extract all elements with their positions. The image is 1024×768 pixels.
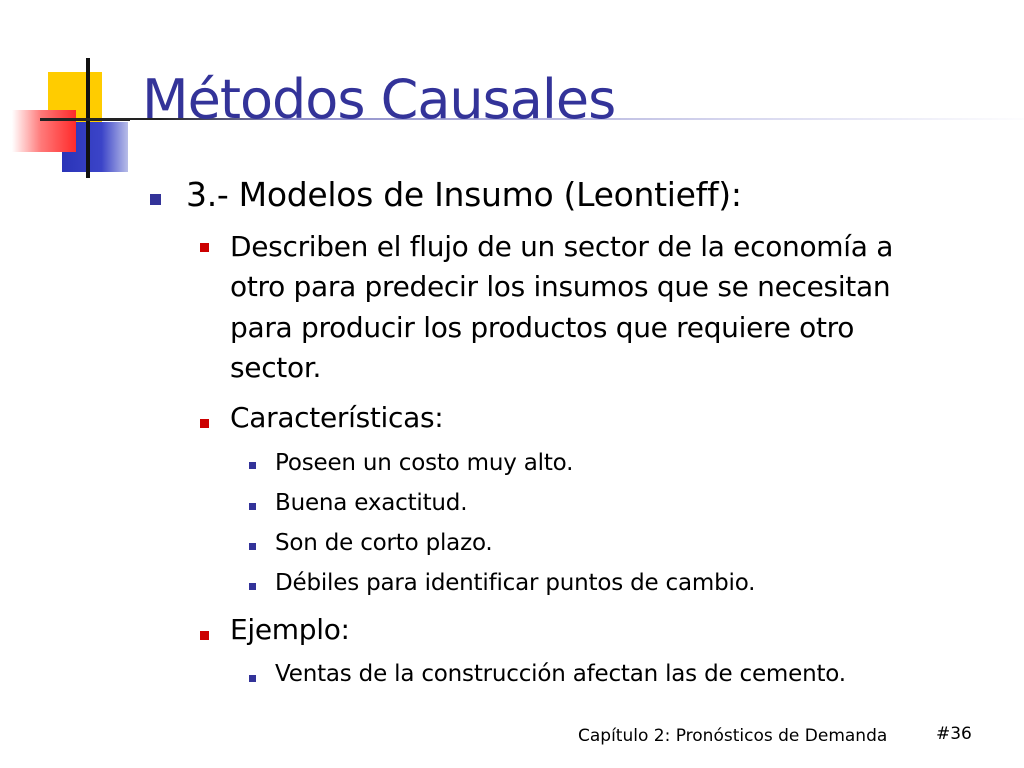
footer-page-number: #36 bbox=[936, 724, 972, 744]
description-line-1: Describen el flujo de un sector de la economía a bbox=[230, 230, 894, 263]
title-underline-dark bbox=[40, 118, 130, 121]
red-square-shape bbox=[12, 110, 76, 152]
description-line-4: sector. bbox=[230, 351, 322, 384]
bullet-level2-icon bbox=[200, 631, 209, 640]
slide-logo-decoration bbox=[0, 0, 150, 180]
example-item: Ventas de la construcción afectan las de cemento. bbox=[275, 661, 846, 687]
characteristic-item: Buena exactitud. bbox=[275, 490, 468, 516]
bullet-level3-icon bbox=[249, 503, 256, 510]
example-label: Ejemplo: bbox=[230, 613, 350, 646]
bullet-level3-icon bbox=[249, 462, 256, 469]
bullet-level3-icon bbox=[249, 543, 256, 550]
footer-chapter: Capítulo 2: Pronósticos de Demanda bbox=[578, 726, 888, 746]
characteristic-item: Débiles para identificar puntos de cambio. bbox=[275, 570, 756, 596]
characteristics-label: Características: bbox=[230, 401, 444, 434]
slide-title: Métodos Causales bbox=[142, 68, 616, 131]
bullet-level1-icon bbox=[150, 194, 161, 205]
characteristic-item: Son de corto plazo. bbox=[275, 530, 493, 556]
bullet-level2-icon bbox=[200, 243, 209, 252]
description-line-3: para producir los productos que requiere otro bbox=[230, 311, 855, 344]
bullet-level2-icon bbox=[200, 419, 209, 428]
bullet-level3-icon bbox=[249, 583, 256, 590]
characteristic-item: Poseen un costo muy alto. bbox=[275, 450, 574, 476]
level1-heading: 3.- Modelos de Insumo (Leontieff): bbox=[186, 175, 742, 214]
bullet-level3-icon bbox=[249, 675, 256, 682]
description-line-2: otro para predecir los insumos que se necesitan bbox=[230, 270, 891, 303]
